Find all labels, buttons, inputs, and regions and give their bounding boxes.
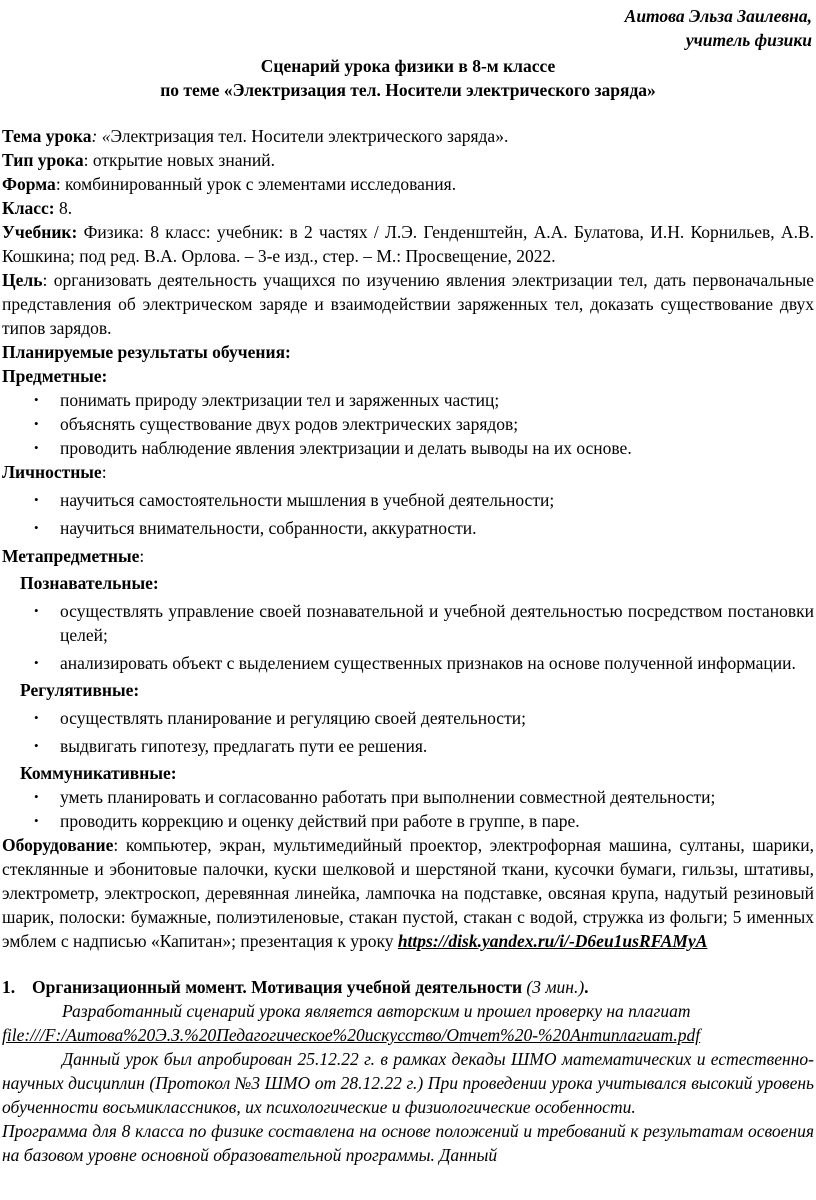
textbook-value: Физика: 8 класс: учебник: в 2 частях / Л.Э. Генденштейн, А.А. Булатова, И.Н. Корнильев, А.В. Кошкина; под ред. В.А. Орлова. – 3-е изд., стер. – М.: Просвещение, 2022. xyxy=(2,222,814,266)
topic-label: Тема урока xyxy=(2,126,92,146)
list-item: • осуществлять планирование и регуляцию своей деятельности; xyxy=(2,706,814,730)
cognitive-heading: Познавательные: xyxy=(20,573,159,593)
communicative-heading: Коммуникативные: xyxy=(20,763,177,783)
form-label: Форма xyxy=(2,174,56,194)
subject-heading: Предметные: xyxy=(2,366,108,386)
equipment-label: Оборудование xyxy=(2,835,114,855)
results-heading: Планируемые результаты обучения: xyxy=(2,342,291,362)
list-item: • объяснять существование двух родов электрических зарядов; xyxy=(2,412,814,436)
section-1-paragraph-2: Данный урок был апробирован 25.12.22 г. в рамках декады ШМО математических и естественно-научных дисциплин (Протокол №3 ШМО от 28.12.22 г.) При проведении урока учитывался высокий уровень обученности восьмиклассников, их психологические и физиологические особенности. xyxy=(2,1049,814,1117)
topic-value: Электризация тел. Носители электрического заряда». xyxy=(110,126,509,146)
grade-value: 8. xyxy=(54,198,73,218)
grade-line xyxy=(2,196,814,220)
author-block xyxy=(2,4,814,52)
list-item: • научиться самостоятельности мышления в учебной деятельности; xyxy=(2,488,814,512)
presentation-link[interactable]: https://disk.yandex.ru/i/-D6eu1usRFAMyA xyxy=(397,931,708,951)
type-line xyxy=(2,148,814,172)
topic-sep: : « xyxy=(91,126,111,146)
cognitive-list xyxy=(2,599,814,675)
textbook-line xyxy=(2,220,814,268)
list-item: • анализировать объект с выделением существенных признаков на основе полученной информации. xyxy=(2,651,814,675)
list-item: • проводить коррекцию и оценку действий при работе в группе, в паре. xyxy=(2,809,814,833)
goal-line xyxy=(2,268,814,340)
regulative-heading: Регулятивные: xyxy=(20,680,140,700)
equipment-value: : компьютер, экран, мультимедийный проектор, электрофорная машина, султаны, шарики, стеклянные и эбонитовые палочки, куски шелковой и шерстяной ткани, кусочки бумаги, гильзы, штативы, электрометр, электроскоп, деревянная линейка, лампочка на подставке, овсяная крупа, надутый резиновый шарик, полоски: бумажные, полиэтиленовые, стакан пустой, стакан с водой, стружка из фольги; 5 именных эмблем с надписью «Капитан»; презентация к уроку xyxy=(2,835,814,951)
subject-list xyxy=(2,388,814,460)
communicative-list xyxy=(2,785,814,833)
section-1-heading: 1. Организационный момент. Мотивация учебной деятельности (3 мин.). xyxy=(2,977,589,997)
document-title xyxy=(2,54,814,102)
author-name: Аитова Эльза Заилевна, xyxy=(624,6,812,26)
list-item: • проводить наблюдение явления электризации и делать выводы на их основе. xyxy=(2,436,814,460)
grade-label: Класс: xyxy=(2,198,55,218)
form-value: : комбинированный урок с элементами исследования. xyxy=(55,174,457,194)
section-1-paragraph-3: Программа для 8 класса по физике составлена на основе положений и требований к результатам освоения на базовом уровне основной образовательной программы. Данный xyxy=(2,1121,814,1165)
meta-heading: Метапредметные: xyxy=(2,546,145,566)
textbook-label: Учебник: xyxy=(2,222,78,242)
equipment-line xyxy=(2,833,814,953)
list-item: • понимать природу электризации тел и заряженных частиц; xyxy=(2,388,814,412)
regulative-list xyxy=(2,706,814,758)
goal-label: Цель xyxy=(2,270,43,290)
goal-value: : организовать деятельность учащихся по изучению явления электризации тел, дать первоначальные представления об электрическом заряде и взаимодействии заряженных тел, доказать существование двух типов зарядов. xyxy=(2,270,814,338)
type-value: : открытие новых знаний. xyxy=(83,150,275,170)
list-item: • выдвигать гипотезу, предлагать пути ее решения. xyxy=(2,734,814,758)
personal-list xyxy=(2,488,814,540)
form-line xyxy=(2,172,814,196)
author-role: учитель физики xyxy=(685,30,812,50)
personal-heading: Личностные: xyxy=(2,462,107,482)
title-line-1: Сценарий урока физики в 8-м классе xyxy=(260,56,556,76)
list-item: • научиться внимательности, собранности, аккуратности. xyxy=(2,516,814,540)
list-item: • уметь планировать и согласованно работать при выполнении совместной деятельности; xyxy=(2,785,814,809)
section-1-paragraph-1: Разработанный сценарий урока является авторским и прошел проверку на плагиат xyxy=(62,1001,691,1021)
topic-line xyxy=(2,124,814,148)
type-label: Тип урока xyxy=(2,150,84,170)
title-line-2: по теме «Электризация тел. Носители электрического заряда» xyxy=(160,80,656,100)
list-item: • осуществлять управление своей познавательной и учебной деятельностью посредством постановки целей; xyxy=(2,599,814,647)
plagiarism-file-path[interactable]: file:///F:/Аитова%20Э.З.%20Педагогическое%20искусство/Отчет%20-%20Антиплагиат.pdf xyxy=(2,1025,701,1045)
